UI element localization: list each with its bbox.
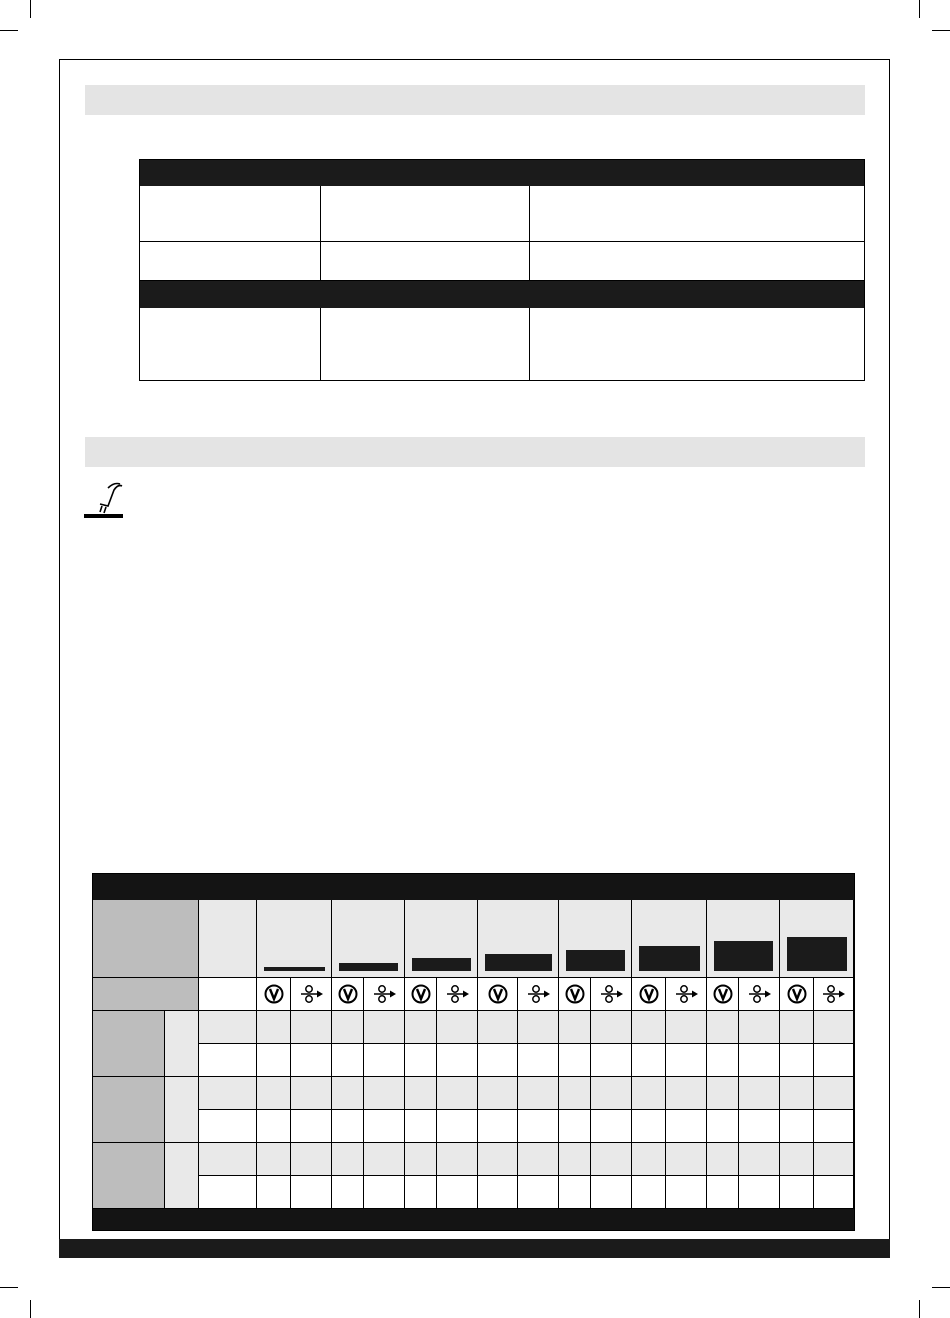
- table-cell: [707, 1110, 739, 1143]
- plate-thickness-bar: [485, 954, 552, 971]
- table-cell: [591, 1077, 632, 1110]
- symbol-unit-cell: [199, 978, 257, 1011]
- table-cell: [559, 1143, 591, 1176]
- table-divider: [140, 241, 864, 242]
- table-cell: [739, 1110, 780, 1143]
- table-cell: [780, 1077, 814, 1110]
- table-cell: [666, 1176, 707, 1209]
- crop-mark: [919, 0, 920, 18]
- voltage-column-header: [478, 978, 518, 1011]
- crop-mark: [30, 0, 31, 18]
- table-cell: [291, 1077, 332, 1110]
- table-cell: [405, 1077, 437, 1110]
- header-unit-cell: [199, 900, 257, 978]
- table-header-row: [140, 160, 864, 186]
- table-cell: [814, 1110, 854, 1143]
- plate-thickness-header: [478, 900, 559, 978]
- wire-feed-column-header: [814, 978, 854, 1011]
- table-cell: [739, 1011, 780, 1044]
- table-row-label: [199, 1176, 257, 1209]
- table-cell: [780, 1011, 814, 1044]
- table-cell: [332, 1044, 364, 1077]
- table-cell: [257, 1110, 291, 1143]
- table-column-divider: [529, 308, 530, 380]
- plate-thickness-header: [707, 900, 780, 978]
- wire-feed-column-header: [518, 978, 559, 1011]
- plate-thickness-bar: [412, 958, 471, 971]
- table-cell: [632, 1011, 666, 1044]
- wire-feed-column-header: [591, 978, 632, 1011]
- wire-feed-column-header: [739, 978, 780, 1011]
- symbol-label-cell: [93, 978, 199, 1011]
- table-cell: [437, 1110, 478, 1143]
- table-cell: [707, 1176, 739, 1209]
- wire-feed-icon: [748, 984, 772, 1004]
- table-cell: [518, 1176, 559, 1209]
- plate-thickness-header: [780, 900, 854, 978]
- table-cell: [405, 1143, 437, 1176]
- welding-parameters-table: [92, 873, 855, 1231]
- table-column-divider: [320, 308, 321, 380]
- plate-thickness-header: [559, 900, 632, 978]
- table-cell: [707, 1044, 739, 1077]
- wire-feed-icon: [675, 984, 699, 1004]
- table-cell: [632, 1110, 666, 1143]
- voltage-v-icon: [713, 984, 733, 1004]
- table-footer-bar: [93, 1209, 854, 1230]
- crop-mark: [919, 1300, 920, 1318]
- table-cell: [478, 1176, 518, 1209]
- table-cell: [632, 1044, 666, 1077]
- table-cell: [291, 1044, 332, 1077]
- material-group-cell: [93, 1077, 165, 1143]
- wire-diameter-cell: [165, 1077, 199, 1143]
- table-cell: [405, 1176, 437, 1209]
- voltage-column-header: [707, 978, 739, 1011]
- plate-thickness-bar: [264, 967, 325, 971]
- wire-feed-icon: [822, 984, 846, 1004]
- table-cell: [405, 1044, 437, 1077]
- voltage-column-header: [559, 978, 591, 1011]
- welding-torch-icon: [84, 480, 124, 520]
- table-column-divider: [529, 186, 530, 281]
- table-cell: [291, 1143, 332, 1176]
- table-cell: [332, 1143, 364, 1176]
- table-cell: [707, 1077, 739, 1110]
- crop-mark: [932, 1287, 950, 1288]
- table-cell: [591, 1110, 632, 1143]
- material-group-cell: [93, 1011, 165, 1077]
- table-cell: [332, 1077, 364, 1110]
- table-row-label: [199, 1110, 257, 1143]
- table-cell: [559, 1044, 591, 1077]
- plate-thickness-bar: [566, 950, 625, 971]
- voltage-v-icon: [411, 984, 431, 1004]
- crop-mark: [932, 30, 950, 31]
- table-cell: [518, 1110, 559, 1143]
- table-cell: [666, 1110, 707, 1143]
- table-cell: [814, 1077, 854, 1110]
- table-cell: [364, 1011, 405, 1044]
- voltage-column-header: [257, 978, 291, 1011]
- wire-diameter-cell: [165, 1143, 199, 1209]
- wire-diameter-cell: [165, 1011, 199, 1077]
- table-cell: [739, 1143, 780, 1176]
- voltage-v-icon: [488, 984, 508, 1004]
- table-cell: [666, 1044, 707, 1077]
- wire-feed-column-header: [437, 978, 478, 1011]
- section-header-1: [85, 85, 865, 115]
- header-corner-cell: [93, 900, 199, 978]
- table-cell: [364, 1176, 405, 1209]
- voltage-column-header: [332, 978, 364, 1011]
- table-cell: [739, 1077, 780, 1110]
- wire-feed-column-header: [291, 978, 332, 1011]
- table-row-label: [199, 1044, 257, 1077]
- table-cell: [739, 1044, 780, 1077]
- table-cell: [780, 1176, 814, 1209]
- table-row-label: [199, 1143, 257, 1176]
- table-cell: [257, 1044, 291, 1077]
- table-cell: [559, 1011, 591, 1044]
- table-cell: [666, 1143, 707, 1176]
- table-cell: [814, 1044, 854, 1077]
- voltage-v-icon: [565, 984, 585, 1004]
- voltage-column-header: [780, 978, 814, 1011]
- page-footer-band: [59, 1239, 890, 1258]
- table-cell: [632, 1077, 666, 1110]
- plate-thickness-header: [257, 900, 332, 978]
- material-group-cell: [93, 1143, 165, 1209]
- table-cell: [518, 1077, 559, 1110]
- voltage-v-icon: [338, 984, 358, 1004]
- table-cell: [559, 1110, 591, 1143]
- specification-table: [139, 159, 865, 381]
- wire-feed-column-header: [666, 978, 707, 1011]
- table-row-label: [199, 1077, 257, 1110]
- wire-feed-icon: [300, 984, 324, 1004]
- table-cell: [666, 1011, 707, 1044]
- table-column-divider: [320, 186, 321, 281]
- table-cell: [478, 1044, 518, 1077]
- table-cell: [632, 1176, 666, 1209]
- table-cell: [437, 1044, 478, 1077]
- table-cell: [437, 1077, 478, 1110]
- table-cell: [405, 1011, 437, 1044]
- table-cell: [707, 1011, 739, 1044]
- voltage-column-header: [405, 978, 437, 1011]
- plate-thickness-header: [332, 900, 405, 978]
- table-cell: [291, 1011, 332, 1044]
- table-cell: [632, 1143, 666, 1176]
- table-cell: [437, 1143, 478, 1176]
- plate-thickness-bar: [339, 963, 398, 971]
- plate-thickness-bar: [639, 946, 700, 972]
- table-cell: [591, 1143, 632, 1176]
- wire-feed-icon: [446, 984, 470, 1004]
- table-cell: [518, 1044, 559, 1077]
- table-cell: [707, 1143, 739, 1176]
- crop-mark: [0, 1287, 18, 1288]
- table-cell: [332, 1176, 364, 1209]
- table-cell: [437, 1011, 478, 1044]
- table-cell: [666, 1077, 707, 1110]
- table-cell: [478, 1110, 518, 1143]
- wire-feed-icon: [373, 984, 397, 1004]
- table-cell: [780, 1110, 814, 1143]
- plate-thickness-bar: [714, 941, 773, 971]
- voltage-v-icon: [264, 984, 284, 1004]
- table-cell: [478, 1077, 518, 1110]
- table-cell: [739, 1176, 780, 1209]
- table-cell: [364, 1110, 405, 1143]
- table-cell: [364, 1077, 405, 1110]
- plate-thickness-bar: [787, 937, 847, 971]
- table-cell: [257, 1176, 291, 1209]
- table-cell: [518, 1143, 559, 1176]
- table-cell: [814, 1011, 854, 1044]
- table-cell: [257, 1077, 291, 1110]
- wire-feed-icon: [600, 984, 624, 1004]
- wire-feed-icon: [527, 984, 551, 1004]
- table-cell: [559, 1077, 591, 1110]
- table-title-bar: [93, 874, 854, 900]
- table-cell: [559, 1176, 591, 1209]
- table-cell: [591, 1011, 632, 1044]
- table-cell: [291, 1176, 332, 1209]
- table-cell: [478, 1011, 518, 1044]
- table-cell: [364, 1143, 405, 1176]
- table-cell: [591, 1044, 632, 1077]
- wire-feed-column-header: [364, 978, 405, 1011]
- table-cell: [814, 1143, 854, 1176]
- section-header-2: [85, 437, 865, 467]
- table-cell: [257, 1011, 291, 1044]
- table-cell: [332, 1011, 364, 1044]
- table-cell: [780, 1143, 814, 1176]
- table-cell: [780, 1044, 814, 1077]
- table-cell: [257, 1143, 291, 1176]
- voltage-v-icon: [787, 984, 807, 1004]
- table-subheader-row: [140, 281, 864, 308]
- plate-thickness-header: [632, 900, 707, 978]
- plate-thickness-header: [405, 900, 478, 978]
- table-cell: [291, 1110, 332, 1143]
- crop-mark: [0, 30, 18, 31]
- table-cell: [405, 1110, 437, 1143]
- table-cell: [518, 1011, 559, 1044]
- table-cell: [591, 1176, 632, 1209]
- table-cell: [478, 1143, 518, 1176]
- table-cell: [437, 1176, 478, 1209]
- crop-mark: [30, 1300, 31, 1318]
- voltage-v-icon: [639, 984, 659, 1004]
- table-cell: [814, 1176, 854, 1209]
- table-cell: [364, 1044, 405, 1077]
- voltage-column-header: [632, 978, 666, 1011]
- table-cell: [332, 1110, 364, 1143]
- table-row-label: [199, 1011, 257, 1044]
